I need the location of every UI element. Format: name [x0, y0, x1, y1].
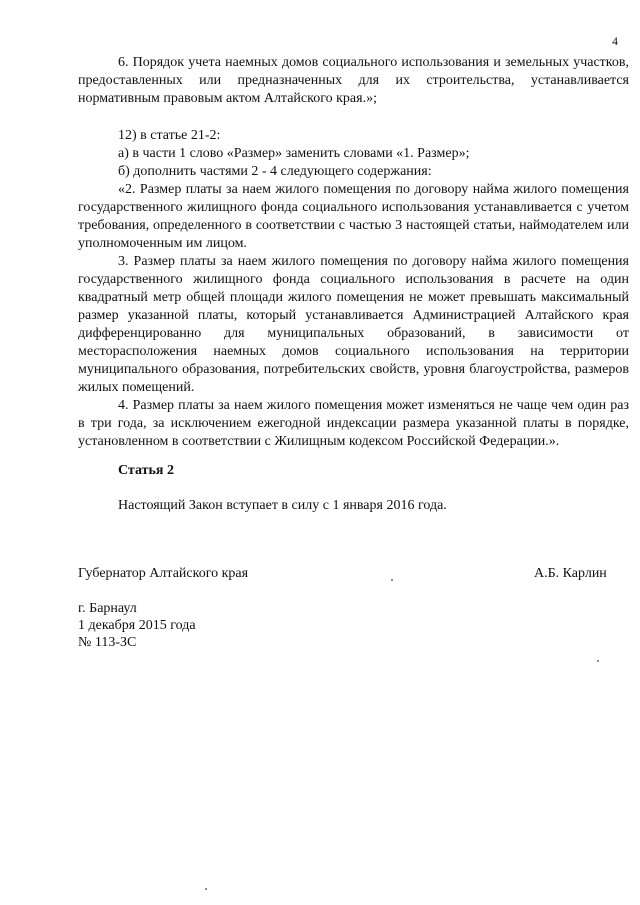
amendment-block	[78, 127, 629, 451]
paragraph-group-top	[78, 54, 629, 108]
amendment-sub-a: а) в части 1 слово «Размер» заменить словами «1. Размер»;	[118, 146, 470, 161]
law-number: № 113-ЗС	[78, 635, 137, 650]
signer-name: А.Б. Карлин	[534, 566, 607, 581]
article-2-heading: Статья 2	[118, 463, 174, 478]
paragraph-part6: 6. Порядок учета наемных домов социального использования и земельных участков, предоставленных или предназначенных для их строительства, устанавливается нормативным правовым актом Алтайского края.»;	[78, 55, 629, 106]
amendment-part-3: 3. Размер платы за наем жилого помещения по договору найма жилого помещения государственного жилищного фонда социального использования в расчете на один квадратный метр общей площади жилого помещения не может превышать максимальный размер указанной платы, который устанавливается Администрацией Алтайского края дифференцированно для муниципальных образований, в зависимости от месторасположения наемных домов социального использования на территории муниципального образования, потребительских свойств, уровня благоустройства, размеров жилых помещений.	[78, 254, 629, 395]
scan-speck	[205, 888, 207, 890]
signer-title: Губернатор Алтайского края	[78, 566, 249, 581]
place-date-block	[78, 600, 196, 651]
article-2-text: Настоящий Закон вступает в силу с 1 января 2016 года.	[118, 498, 447, 513]
scan-speck	[391, 579, 393, 581]
place-date: 1 декабря 2015 года	[78, 618, 196, 633]
place-city: г. Барнаул	[78, 601, 137, 616]
amendment-part-4: 4. Размер платы за наем жилого помещения может изменяться не чаще чем один раз в три года, за исключением ежегодной индексации размера указанной платы в порядке, установленном в соответствии с Жилищным кодексом Российской Федерации.».	[78, 398, 629, 449]
amendment-part-2: «2. Размер платы за наем жилого помещения по договору найма жилого помещения государственного жилищного фонда социального использования устанавливается с учетом требования, определенного в соответствии с частью 3 настоящей статьи, наймодателем или уполномоченным им лицом.	[78, 182, 629, 251]
scan-speck	[597, 660, 599, 662]
amendment-item-12: 12) в статье 21-2:	[118, 128, 221, 143]
page-number: 4	[612, 34, 618, 48]
amendment-sub-b: б) дополнить частями 2 - 4 следующего содержания:	[118, 164, 432, 179]
